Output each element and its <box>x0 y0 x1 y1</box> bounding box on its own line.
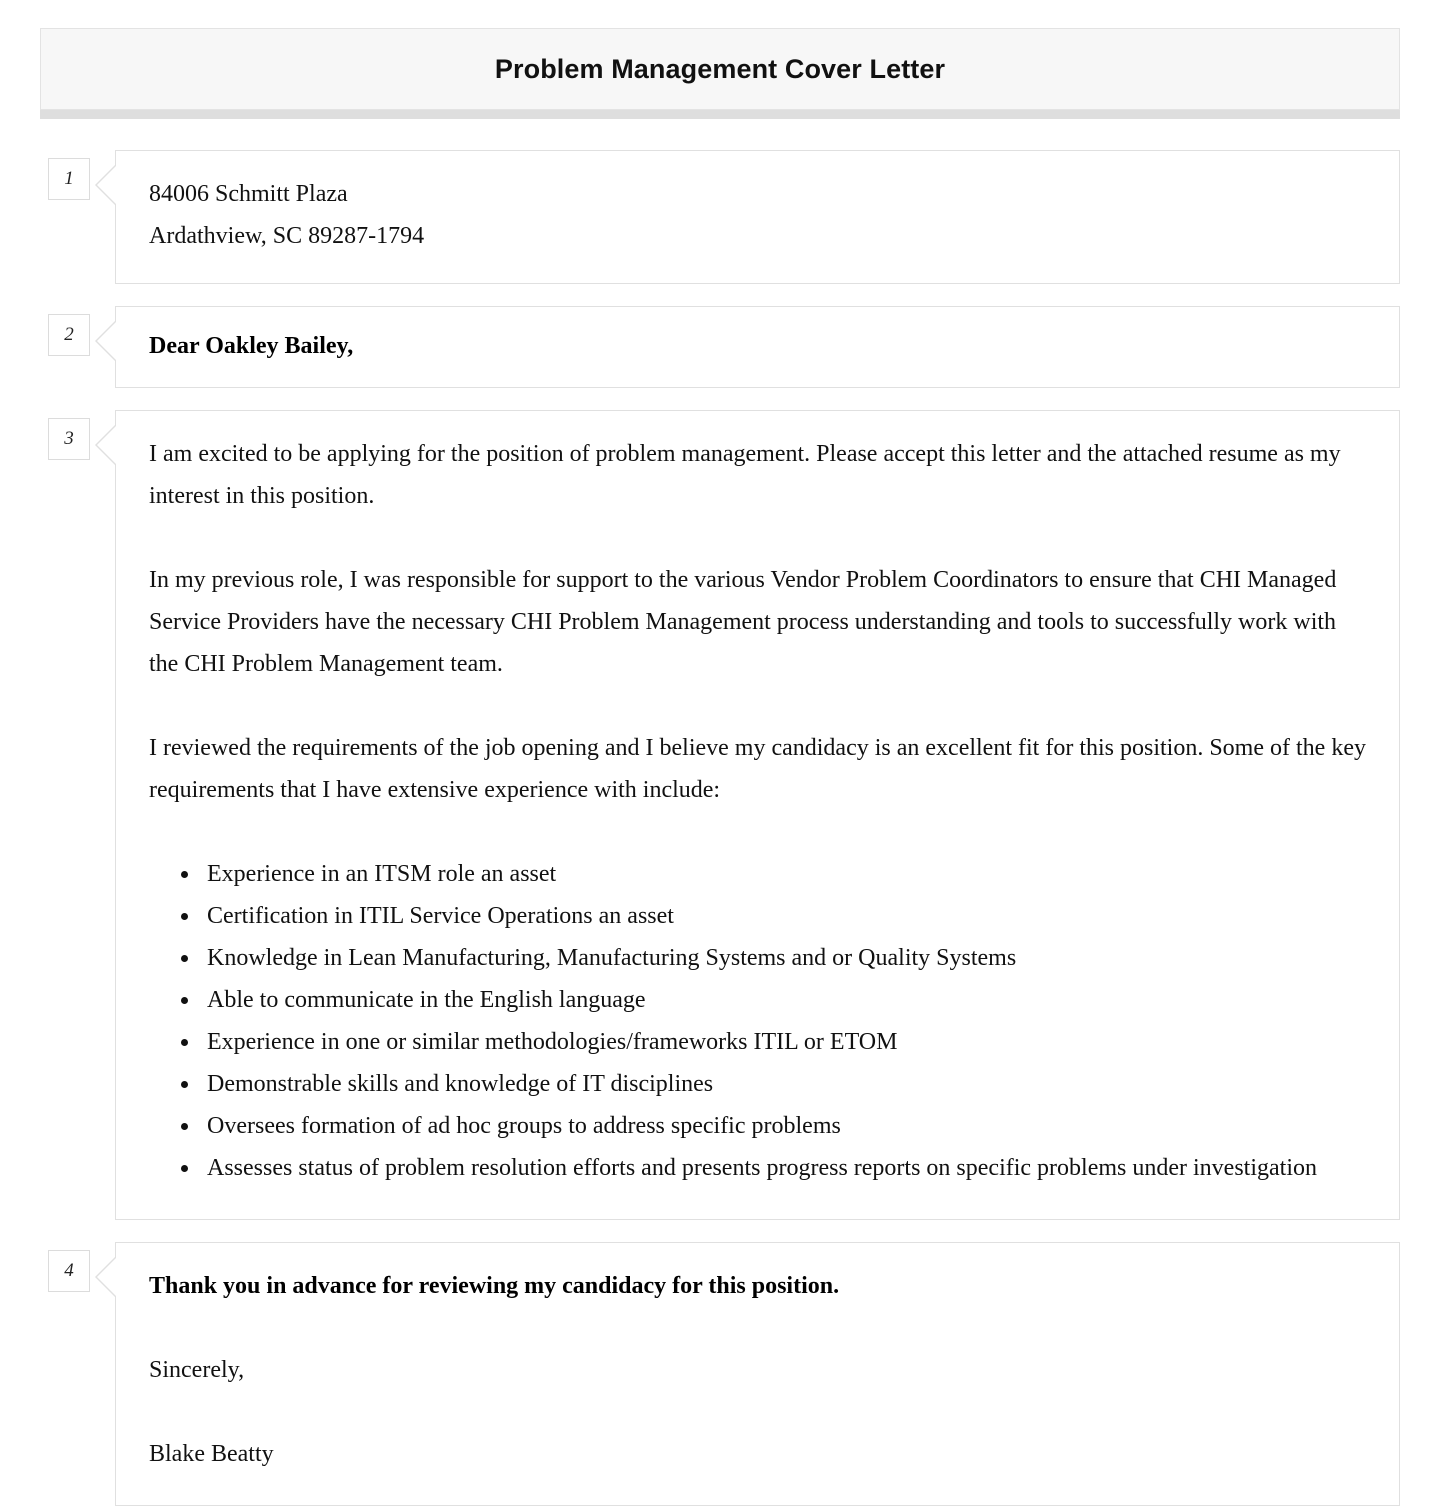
salutation-block <box>40 306 1400 388</box>
closing-bubble <box>115 1242 1400 1506</box>
body-bubble <box>115 410 1400 1220</box>
list-item: • Able to communicate in the English language <box>201 979 1369 1021</box>
header-panel <box>40 28 1400 110</box>
body-paragraph-2: In my previous role, I was responsible for support to the various Vendor Problem Coordinators to ensure that CHI Managed Service Providers have the necessary CHI Problem Management process understanding and tools to successfully work with the CHI Problem Management team. <box>149 567 1337 677</box>
block-number-badge-1: 1 <box>48 158 90 200</box>
list-item: • Oversees formation of ad hoc groups to address specific problems <box>201 1105 1369 1147</box>
salutation-bubble <box>115 306 1400 388</box>
page-title: Problem Management Cover Letter <box>494 53 946 84</box>
address-line-1: 84006 Schmitt Plaza <box>149 181 348 207</box>
list-item: • Knowledge in Lean Manufacturing, Manufacturing Systems and or Quality Systems <box>201 937 1369 979</box>
signoff-text: Sincerely, <box>149 1357 245 1383</box>
list-item: • Assesses status of problem resolution efforts and presents progress reports on specific problems under investigation <box>201 1147 1369 1189</box>
body-paragraph-1: I am excited to be applying for the position of problem management. Please accept this letter and the attached resume as my interest in this position. <box>149 441 1341 509</box>
block-number-badge-4: 4 <box>48 1250 90 1292</box>
block-number-badge-2: 2 <box>48 314 90 356</box>
address-block <box>40 150 1400 284</box>
signature-name: Blake Beatty <box>149 1441 274 1467</box>
requirements-list <box>149 853 1369 1189</box>
address-line-2: Ardathview, SC 89287-1794 <box>149 223 425 249</box>
thank-you-text: Thank you in advance for reviewing my candidacy for this position. <box>149 1273 840 1299</box>
list-item: • Experience in an ITSM role an asset <box>201 853 1369 895</box>
list-item: • Certification in ITIL Service Operations an asset <box>201 895 1369 937</box>
header <box>40 28 1400 119</box>
body-block <box>40 410 1400 1220</box>
address-bubble <box>115 150 1400 284</box>
list-item: • Demonstrable skills and knowledge of IT disciplines <box>201 1063 1369 1105</box>
closing-block <box>40 1242 1400 1506</box>
letter-blocks <box>0 150 1440 1506</box>
body-paragraph-3: I reviewed the requirements of the job opening and I believe my candidacy is an excellent fit for this position. Some of the key requirements that I have extensive experience with include: <box>149 735 1366 803</box>
header-shadow-bar <box>40 110 1400 119</box>
salutation-text: Dear Oakley Bailey, <box>149 333 354 359</box>
block-number-badge-3: 3 <box>48 418 90 460</box>
list-item: • Experience in one or similar methodologies/frameworks ITIL or ETOM <box>201 1021 1369 1063</box>
